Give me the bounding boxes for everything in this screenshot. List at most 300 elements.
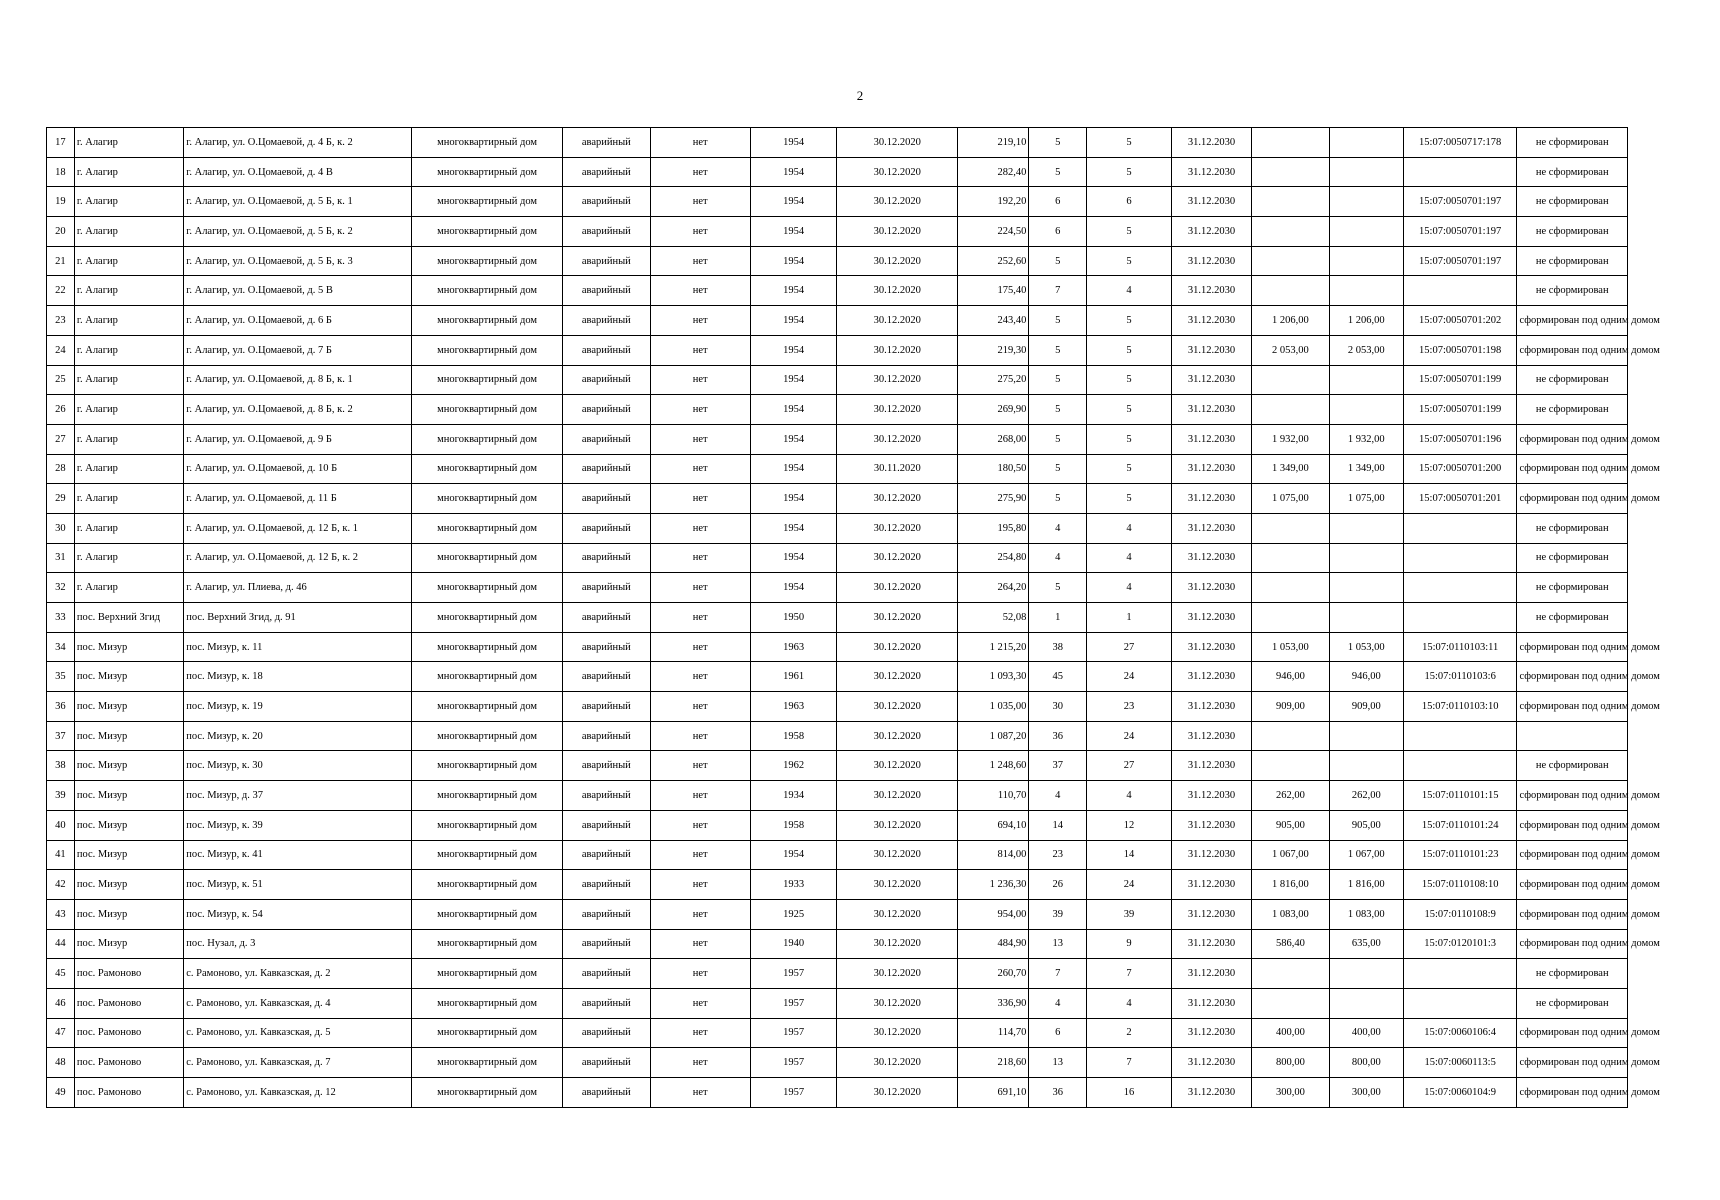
land-status-cell: не сформирован <box>1517 573 1628 603</box>
condition-cell: аварийный <box>562 513 650 543</box>
settlement-cell: г. Алагир <box>74 306 183 336</box>
land-area-total-cell: 909,00 <box>1329 692 1403 722</box>
table-row <box>47 899 1628 929</box>
table-row <box>47 335 1628 365</box>
living-area-cell: 269,90 <box>958 395 1029 425</box>
transfer-flag-cell: нет <box>650 929 750 959</box>
table-row <box>47 543 1628 573</box>
row-number: 31 <box>47 543 75 573</box>
cadastral-number-cell: 15:07:0110103:11 <box>1403 632 1517 662</box>
deadline-cell: 31.12.2030 <box>1171 395 1251 425</box>
relocated-cell: 5 <box>1087 424 1172 454</box>
condition-cell: аварийный <box>562 810 650 840</box>
building-type-cell: многоквартирный дом <box>412 395 563 425</box>
residents-cell: 5 <box>1029 484 1087 514</box>
condition-cell: аварийный <box>562 128 650 158</box>
table-row <box>47 603 1628 633</box>
recognition-date-cell: 30.12.2020 <box>837 335 958 365</box>
building-type-cell: многоквартирный дом <box>412 721 563 751</box>
address-cell: г. Алагир, ул. О.Цомаевой, д. 4 В <box>184 157 412 187</box>
land-area-total-cell: 1 349,00 <box>1329 454 1403 484</box>
table-row <box>47 157 1628 187</box>
deadline-cell: 31.12.2030 <box>1171 662 1251 692</box>
settlement-cell: пос. Мизур <box>74 929 183 959</box>
settlement-cell: пос. Рамоново <box>74 988 183 1018</box>
living-area-cell: 192,20 <box>958 187 1029 217</box>
deadline-cell: 31.12.2030 <box>1171 543 1251 573</box>
residents-cell: 23 <box>1029 840 1087 870</box>
relocated-cell: 5 <box>1087 454 1172 484</box>
land-status-cell: не сформирован <box>1517 395 1628 425</box>
settlement-cell: г. Алагир <box>74 157 183 187</box>
deadline-cell: 31.12.2030 <box>1171 424 1251 454</box>
land-status-cell: не сформирован <box>1517 276 1628 306</box>
table-row <box>47 424 1628 454</box>
deadline-cell: 31.12.2030 <box>1171 306 1251 336</box>
relocated-cell: 5 <box>1087 484 1172 514</box>
transfer-flag-cell: нет <box>650 692 750 722</box>
relocated-cell: 5 <box>1087 306 1172 336</box>
condition-cell: аварийный <box>562 573 650 603</box>
land-area-total-cell: 300,00 <box>1329 1078 1403 1108</box>
build-year-cell: 1961 <box>750 662 837 692</box>
building-type-cell: многоквартирный дом <box>412 929 563 959</box>
transfer-flag-cell: нет <box>650 632 750 662</box>
building-type-cell: многоквартирный дом <box>412 454 563 484</box>
recognition-date-cell: 30.12.2020 <box>837 187 958 217</box>
build-year-cell: 1934 <box>750 781 837 811</box>
relocated-cell: 4 <box>1087 513 1172 543</box>
living-area-cell: 224,50 <box>958 217 1029 247</box>
land-status-cell: сформирован под одним домом <box>1517 335 1628 365</box>
table-row <box>47 662 1628 692</box>
land-area-cell: 300,00 <box>1252 1078 1329 1108</box>
condition-cell: аварийный <box>562 1078 650 1108</box>
build-year-cell: 1954 <box>750 424 837 454</box>
deadline-cell: 31.12.2030 <box>1171 1018 1251 1048</box>
land-status-cell: не сформирован <box>1517 128 1628 158</box>
building-type-cell: многоквартирный дом <box>412 543 563 573</box>
transfer-flag-cell: нет <box>650 573 750 603</box>
settlement-cell: г. Алагир <box>74 276 183 306</box>
table-row <box>47 692 1628 722</box>
settlement-cell: г. Алагир <box>74 454 183 484</box>
row-number: 43 <box>47 899 75 929</box>
residents-cell: 26 <box>1029 870 1087 900</box>
land-status-cell: не сформирован <box>1517 988 1628 1018</box>
living-area-cell: 814,00 <box>958 840 1029 870</box>
table-row <box>47 751 1628 781</box>
building-type-cell: многоквартирный дом <box>412 1048 563 1078</box>
living-area-cell: 264,20 <box>958 573 1029 603</box>
table-body <box>47 128 1660 1108</box>
condition-cell: аварийный <box>562 603 650 633</box>
land-status-cell: не сформирован <box>1517 959 1628 989</box>
relocated-cell: 12 <box>1087 810 1172 840</box>
recognition-date-cell: 30.12.2020 <box>837 692 958 722</box>
land-area-total-cell: 1 816,00 <box>1329 870 1403 900</box>
condition-cell: аварийный <box>562 751 650 781</box>
build-year-cell: 1925 <box>750 899 837 929</box>
build-year-cell: 1954 <box>750 187 837 217</box>
land-area-total-cell <box>1329 217 1403 247</box>
relocated-cell: 27 <box>1087 632 1172 662</box>
row-number: 32 <box>47 573 75 603</box>
address-cell: пос. Верхний Згид, д. 91 <box>184 603 412 633</box>
build-year-cell: 1963 <box>750 632 837 662</box>
address-cell: г. Алагир, ул. О.Цомаевой, д. 11 Б <box>184 484 412 514</box>
land-status-cell: сформирован под одним домом <box>1517 781 1628 811</box>
land-area-total-cell: 946,00 <box>1329 662 1403 692</box>
land-area-total-cell: 400,00 <box>1329 1018 1403 1048</box>
recognition-date-cell: 30.12.2020 <box>837 662 958 692</box>
condition-cell: аварийный <box>562 899 650 929</box>
condition-cell: аварийный <box>562 306 650 336</box>
land-status-cell: сформирован под одним домом <box>1517 1048 1628 1078</box>
condition-cell: аварийный <box>562 781 650 811</box>
residents-cell: 5 <box>1029 306 1087 336</box>
table-row <box>47 365 1628 395</box>
land-area-total-cell <box>1329 365 1403 395</box>
land-area-total-cell: 1 075,00 <box>1329 484 1403 514</box>
land-area-cell: 800,00 <box>1252 1048 1329 1078</box>
residents-cell: 30 <box>1029 692 1087 722</box>
deadline-cell: 31.12.2030 <box>1171 454 1251 484</box>
living-area-cell: 954,00 <box>958 899 1029 929</box>
deadline-cell: 31.12.2030 <box>1171 217 1251 247</box>
living-area-cell: 691,10 <box>958 1078 1029 1108</box>
address-cell: пос. Мизур, д. 37 <box>184 781 412 811</box>
relocated-cell: 4 <box>1087 781 1172 811</box>
condition-cell: аварийный <box>562 424 650 454</box>
row-number: 35 <box>47 662 75 692</box>
residents-cell: 38 <box>1029 632 1087 662</box>
condition-cell: аварийный <box>562 217 650 247</box>
build-year-cell: 1954 <box>750 306 837 336</box>
transfer-flag-cell: нет <box>650 306 750 336</box>
transfer-flag-cell: нет <box>650 988 750 1018</box>
settlement-cell: пос. Мизур <box>74 899 183 929</box>
land-area-total-cell <box>1329 395 1403 425</box>
recognition-date-cell: 30.12.2020 <box>837 276 958 306</box>
residents-cell: 7 <box>1029 959 1087 989</box>
recognition-date-cell: 30.12.2020 <box>837 1078 958 1108</box>
deadline-cell: 31.12.2030 <box>1171 721 1251 751</box>
address-cell: г. Алагир, ул. О.Цомаевой, д. 10 Б <box>184 454 412 484</box>
address-cell: г. Алагир, ул. О.Цомаевой, д. 6 Б <box>184 306 412 336</box>
relocated-cell: 24 <box>1087 721 1172 751</box>
building-type-cell: многоквартирный дом <box>412 335 563 365</box>
land-area-total-cell: 2 053,00 <box>1329 335 1403 365</box>
recognition-date-cell: 30.12.2020 <box>837 217 958 247</box>
living-area-cell: 1 035,00 <box>958 692 1029 722</box>
cadastral-number-cell <box>1403 513 1517 543</box>
building-type-cell: многоквартирный дом <box>412 513 563 543</box>
row-number: 25 <box>47 365 75 395</box>
settlement-cell: г. Алагир <box>74 573 183 603</box>
cadastral-number-cell: 15:07:0050701:200 <box>1403 454 1517 484</box>
land-status-cell: не сформирован <box>1517 543 1628 573</box>
land-area-cell: 1 067,00 <box>1252 840 1329 870</box>
building-type-cell: многоквартирный дом <box>412 988 563 1018</box>
recognition-date-cell: 30.12.2020 <box>837 959 958 989</box>
land-area-cell <box>1252 276 1329 306</box>
building-type-cell: многоквартирный дом <box>412 632 563 662</box>
land-area-total-cell: 635,00 <box>1329 929 1403 959</box>
table-row <box>47 929 1628 959</box>
address-cell: г. Алагир, ул. О.Цомаевой, д. 8 Б, к. 1 <box>184 365 412 395</box>
residents-cell: 1 <box>1029 603 1087 633</box>
settlement-cell: пос. Рамоново <box>74 1048 183 1078</box>
recognition-date-cell: 30.12.2020 <box>837 484 958 514</box>
deadline-cell: 31.12.2030 <box>1171 751 1251 781</box>
row-number: 19 <box>47 187 75 217</box>
land-area-total-cell <box>1329 513 1403 543</box>
table-row <box>47 988 1628 1018</box>
living-area-cell: 484,90 <box>958 929 1029 959</box>
build-year-cell: 1954 <box>750 395 837 425</box>
row-number: 17 <box>47 128 75 158</box>
recognition-date-cell: 30.12.2020 <box>837 424 958 454</box>
deadline-cell: 31.12.2030 <box>1171 603 1251 633</box>
land-status-cell: не сформирован <box>1517 365 1628 395</box>
table-row <box>47 870 1628 900</box>
transfer-flag-cell: нет <box>650 157 750 187</box>
condition-cell: аварийный <box>562 870 650 900</box>
building-type-cell: многоквартирный дом <box>412 870 563 900</box>
address-cell: с. Рамоново, ул. Кавказская, д. 5 <box>184 1018 412 1048</box>
cadastral-number-cell: 15:07:0050717:178 <box>1403 128 1517 158</box>
address-cell: г. Алагир, ул. О.Цомаевой, д. 5 Б, к. 1 <box>184 187 412 217</box>
row-number: 22 <box>47 276 75 306</box>
recognition-date-cell: 30.12.2020 <box>837 632 958 662</box>
living-area-cell: 694,10 <box>958 810 1029 840</box>
settlement-cell: пос. Мизур <box>74 840 183 870</box>
cadastral-number-cell <box>1403 276 1517 306</box>
settlement-cell: г. Алагир <box>74 395 183 425</box>
living-area-cell: 1 093,30 <box>958 662 1029 692</box>
building-type-cell: многоквартирный дом <box>412 781 563 811</box>
transfer-flag-cell: нет <box>650 1018 750 1048</box>
cadastral-number-cell <box>1403 959 1517 989</box>
address-cell: пос. Мизур, к. 18 <box>184 662 412 692</box>
row-number: 41 <box>47 840 75 870</box>
land-area-total-cell: 800,00 <box>1329 1048 1403 1078</box>
living-area-cell: 282,40 <box>958 157 1029 187</box>
transfer-flag-cell: нет <box>650 335 750 365</box>
residents-cell: 39 <box>1029 899 1087 929</box>
settlement-cell: пос. Мизур <box>74 721 183 751</box>
address-cell: с. Рамоново, ул. Кавказская, д. 12 <box>184 1078 412 1108</box>
living-area-cell: 243,40 <box>958 306 1029 336</box>
recognition-date-cell: 30.12.2020 <box>837 929 958 959</box>
table-row <box>47 810 1628 840</box>
relocated-cell: 4 <box>1087 543 1172 573</box>
address-cell: г. Алагир, ул. О.Цомаевой, д. 12 Б, к. 2 <box>184 543 412 573</box>
building-type-cell: многоквартирный дом <box>412 217 563 247</box>
relocated-cell: 5 <box>1087 395 1172 425</box>
address-cell: г. Алагир, ул. О.Цомаевой, д. 12 Б, к. 1 <box>184 513 412 543</box>
deadline-cell: 31.12.2030 <box>1171 840 1251 870</box>
building-type-cell: многоквартирный дом <box>412 840 563 870</box>
address-cell: пос. Мизур, к. 39 <box>184 810 412 840</box>
land-area-total-cell <box>1329 573 1403 603</box>
deadline-cell: 31.12.2030 <box>1171 988 1251 1018</box>
build-year-cell: 1954 <box>750 840 837 870</box>
build-year-cell: 1958 <box>750 810 837 840</box>
address-cell: г. Алагир, ул. О.Цомаевой, д. 5 Б, к. 2 <box>184 217 412 247</box>
land-area-total-cell: 905,00 <box>1329 810 1403 840</box>
transfer-flag-cell: нет <box>650 662 750 692</box>
row-number: 37 <box>47 721 75 751</box>
build-year-cell: 1954 <box>750 573 837 603</box>
deadline-cell: 31.12.2030 <box>1171 781 1251 811</box>
settlement-cell: г. Алагир <box>74 543 183 573</box>
deadline-cell: 31.12.2030 <box>1171 959 1251 989</box>
deadline-cell: 31.12.2030 <box>1171 335 1251 365</box>
row-number: 34 <box>47 632 75 662</box>
build-year-cell: 1963 <box>750 692 837 722</box>
cadastral-number-cell: 15:07:0060113:5 <box>1403 1048 1517 1078</box>
living-area-cell: 254,80 <box>958 543 1029 573</box>
recognition-date-cell: 30.12.2020 <box>837 1018 958 1048</box>
residents-cell: 6 <box>1029 187 1087 217</box>
build-year-cell: 1954 <box>750 157 837 187</box>
land-status-cell: сформирован под одним домом <box>1517 424 1628 454</box>
living-area-cell: 219,10 <box>958 128 1029 158</box>
row-number: 29 <box>47 484 75 514</box>
build-year-cell: 1957 <box>750 1048 837 1078</box>
building-type-cell: многоквартирный дом <box>412 276 563 306</box>
relocated-cell: 39 <box>1087 899 1172 929</box>
residents-cell: 37 <box>1029 751 1087 781</box>
cadastral-number-cell: 15:07:0110108:10 <box>1403 870 1517 900</box>
cadastral-number-cell: 15:07:0050701:199 <box>1403 365 1517 395</box>
address-cell: пос. Мизур, к. 41 <box>184 840 412 870</box>
recognition-date-cell: 30.12.2020 <box>837 840 958 870</box>
building-type-cell: многоквартирный дом <box>412 1078 563 1108</box>
cadastral-number-cell: 15:07:0050701:196 <box>1403 424 1517 454</box>
row-number: 36 <box>47 692 75 722</box>
build-year-cell: 1954 <box>750 246 837 276</box>
table-row <box>47 632 1628 662</box>
settlement-cell: пос. Рамоново <box>74 959 183 989</box>
settlement-cell: пос. Рамоново <box>74 1078 183 1108</box>
transfer-flag-cell: нет <box>650 246 750 276</box>
living-area-cell: 195,80 <box>958 513 1029 543</box>
building-type-cell: многоквартирный дом <box>412 128 563 158</box>
cadastral-number-cell: 15:07:0110103:10 <box>1403 692 1517 722</box>
transfer-flag-cell: нет <box>650 128 750 158</box>
settlement-cell: пос. Мизур <box>74 870 183 900</box>
row-number: 46 <box>47 988 75 1018</box>
settlement-cell: г. Алагир <box>74 513 183 543</box>
land-status-cell: не сформирован <box>1517 157 1628 187</box>
recognition-date-cell: 30.11.2020 <box>837 454 958 484</box>
address-cell: пос. Нузал, д. 3 <box>184 929 412 959</box>
land-status-cell: сформирован под одним домом <box>1517 929 1628 959</box>
land-status-cell <box>1517 721 1628 751</box>
settlement-cell: г. Алагир <box>74 424 183 454</box>
cadastral-number-cell: 15:07:0110101:24 <box>1403 810 1517 840</box>
address-cell: г. Алагир, ул. О.Цомаевой, д. 9 Б <box>184 424 412 454</box>
row-number: 28 <box>47 454 75 484</box>
transfer-flag-cell: нет <box>650 543 750 573</box>
build-year-cell: 1958 <box>750 721 837 751</box>
land-area-cell <box>1252 721 1329 751</box>
transfer-flag-cell: нет <box>650 1048 750 1078</box>
living-area-cell: 268,00 <box>958 424 1029 454</box>
transfer-flag-cell: нет <box>650 454 750 484</box>
cadastral-number-cell: 15:07:0050701:197 <box>1403 246 1517 276</box>
condition-cell: аварийный <box>562 721 650 751</box>
building-type-cell: многоквартирный дом <box>412 899 563 929</box>
table-row <box>47 128 1628 158</box>
cadastral-number-cell: 15:07:0050701:199 <box>1403 395 1517 425</box>
settlement-cell: пос. Мизур <box>74 781 183 811</box>
cadastral-number-cell <box>1403 573 1517 603</box>
building-type-cell: многоквартирный дом <box>412 810 563 840</box>
relocated-cell: 27 <box>1087 751 1172 781</box>
living-area-cell: 218,60 <box>958 1048 1029 1078</box>
condition-cell: аварийный <box>562 187 650 217</box>
residents-cell: 7 <box>1029 276 1087 306</box>
relocated-cell: 5 <box>1087 335 1172 365</box>
relocated-cell: 5 <box>1087 157 1172 187</box>
transfer-flag-cell: нет <box>650 187 750 217</box>
land-area-total-cell <box>1329 603 1403 633</box>
cadastral-number-cell: 15:07:0110101:15 <box>1403 781 1517 811</box>
row-number: 45 <box>47 959 75 989</box>
settlement-cell: пос. Мизур <box>74 632 183 662</box>
recognition-date-cell: 30.12.2020 <box>837 128 958 158</box>
transfer-flag-cell: нет <box>650 959 750 989</box>
transfer-flag-cell: нет <box>650 217 750 247</box>
condition-cell: аварийный <box>562 840 650 870</box>
relocated-cell: 4 <box>1087 276 1172 306</box>
address-cell: г. Алагир, ул. Плиева, д. 46 <box>184 573 412 603</box>
recognition-date-cell: 30.12.2020 <box>837 513 958 543</box>
land-status-cell: сформирован под одним домом <box>1517 1018 1628 1048</box>
build-year-cell: 1962 <box>750 751 837 781</box>
recognition-date-cell: 30.12.2020 <box>837 810 958 840</box>
residents-cell: 5 <box>1029 424 1087 454</box>
residents-cell: 36 <box>1029 1078 1087 1108</box>
address-cell: г. Алагир, ул. О.Цомаевой, д. 7 Б <box>184 335 412 365</box>
land-area-cell <box>1252 543 1329 573</box>
land-status-cell: не сформирован <box>1517 217 1628 247</box>
land-area-total-cell: 1 206,00 <box>1329 306 1403 336</box>
recognition-date-cell: 30.12.2020 <box>837 395 958 425</box>
land-area-cell: 909,00 <box>1252 692 1329 722</box>
land-status-cell: не сформирован <box>1517 513 1628 543</box>
settlement-cell: г. Алагир <box>74 217 183 247</box>
condition-cell: аварийный <box>562 632 650 662</box>
deadline-cell: 31.12.2030 <box>1171 128 1251 158</box>
transfer-flag-cell: нет <box>650 870 750 900</box>
deadline-cell: 31.12.2030 <box>1171 810 1251 840</box>
land-area-cell: 586,40 <box>1252 929 1329 959</box>
residents-cell: 5 <box>1029 335 1087 365</box>
settlement-cell: пос. Мизур <box>74 751 183 781</box>
cadastral-number-cell: 15:07:0050701:197 <box>1403 187 1517 217</box>
deadline-cell: 31.12.2030 <box>1171 1078 1251 1108</box>
land-area-cell <box>1252 573 1329 603</box>
land-area-cell: 1 206,00 <box>1252 306 1329 336</box>
residents-cell: 4 <box>1029 543 1087 573</box>
living-area-cell: 114,70 <box>958 1018 1029 1048</box>
deadline-cell: 31.12.2030 <box>1171 187 1251 217</box>
